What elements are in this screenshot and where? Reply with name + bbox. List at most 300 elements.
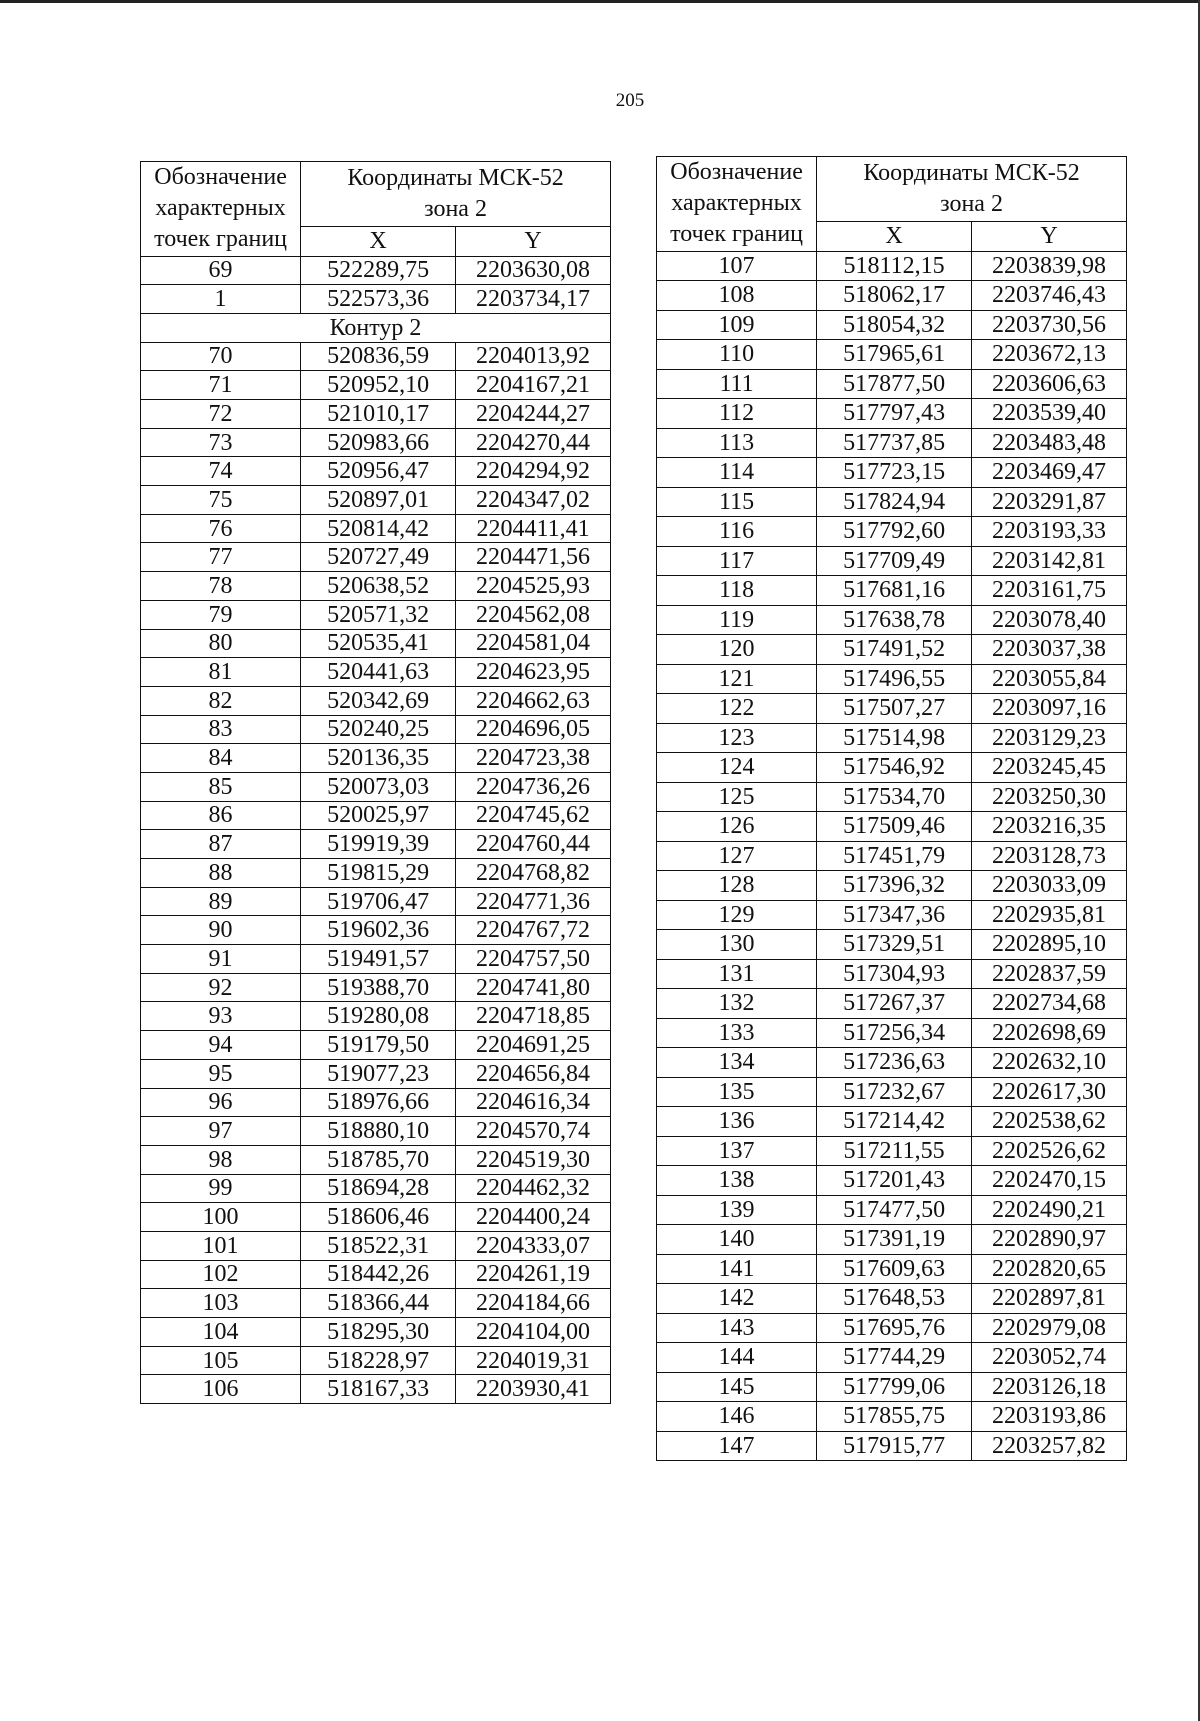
table-row: [657, 605, 1127, 635]
x-coordinate-cell: 517824,94: [817, 487, 972, 517]
point-number-cell: 72: [141, 400, 301, 429]
x-coordinate-cell: 517737,85: [817, 428, 972, 458]
table-row: [657, 1372, 1127, 1402]
point-number-cell: 131: [657, 959, 817, 989]
table-row: [141, 1059, 611, 1088]
table-row: [657, 281, 1127, 311]
point-number-cell: 87: [141, 830, 301, 859]
table-row: [657, 251, 1127, 281]
table-row: [141, 1231, 611, 1260]
x-coordinate-cell: 520952,10: [301, 371, 456, 400]
point-number-cell: 105: [141, 1346, 301, 1375]
x-coordinate-cell: 517723,15: [817, 458, 972, 488]
header-line: Координаты МСК-52: [863, 159, 1080, 186]
x-coordinate-cell: 517329,51: [817, 930, 972, 960]
x-coordinate-cell: 522289,75: [301, 256, 456, 285]
x-coordinate-cell: 518167,33: [301, 1375, 456, 1404]
contour-label: Контур 2: [141, 313, 611, 342]
point-number-cell: 123: [657, 723, 817, 753]
y-coordinate-cell: 2203126,18: [972, 1372, 1127, 1402]
table-row: [657, 1313, 1127, 1343]
point-number-cell: 71: [141, 371, 301, 400]
header-line: Обозначение: [670, 159, 803, 185]
table-row: [657, 546, 1127, 576]
x-coordinate-cell: 517304,93: [817, 959, 972, 989]
table-row: [141, 1002, 611, 1031]
point-number-cell: 90: [141, 916, 301, 945]
y-coordinate-cell: 2203930,41: [456, 1375, 611, 1404]
table-row: [141, 1289, 611, 1318]
point-number-cell: 101: [141, 1231, 301, 1260]
x-coordinate-cell: 522573,36: [301, 285, 456, 314]
point-number-cell: 104: [141, 1318, 301, 1347]
y-header: Y: [456, 227, 611, 256]
y-coordinate-cell: 2204757,50: [456, 945, 611, 974]
table-row: [657, 841, 1127, 871]
x-coordinate-cell: 519179,50: [301, 1031, 456, 1060]
point-number-cell: 130: [657, 930, 817, 960]
point-number-cell: 134: [657, 1048, 817, 1078]
y-coordinate-cell: 2202526,62: [972, 1136, 1127, 1166]
point-number-cell: 122: [657, 694, 817, 724]
table-row: [657, 1284, 1127, 1314]
y-coordinate-cell: 2202538,62: [972, 1107, 1127, 1137]
point-number-cell: 78: [141, 572, 301, 601]
y-coordinate-cell: 2204771,36: [456, 887, 611, 916]
point-number-cell: 119: [657, 605, 817, 635]
point-number-cell: 92: [141, 973, 301, 1002]
x-coordinate-cell: 517451,79: [817, 841, 972, 871]
point-number-cell: 120: [657, 635, 817, 665]
y-coordinate-cell: 2203291,87: [972, 487, 1127, 517]
y-coordinate-cell: 2204184,66: [456, 1289, 611, 1318]
x-coordinate-cell: 517915,77: [817, 1431, 972, 1461]
point-number-cell: 126: [657, 812, 817, 842]
point-number-cell: 76: [141, 514, 301, 543]
table-row: [141, 256, 611, 285]
point-number-cell: 111: [657, 369, 817, 399]
point-number-cell: 97: [141, 1117, 301, 1146]
y-coordinate-cell: 2204411,41: [456, 514, 611, 543]
y-coordinate-cell: 2203033,09: [972, 871, 1127, 901]
x-coordinate-cell: 520240,25: [301, 715, 456, 744]
table-row: [141, 600, 611, 629]
table-row: [657, 517, 1127, 547]
point-number-cell: 98: [141, 1145, 301, 1174]
y-coordinate-cell: 2202617,30: [972, 1077, 1127, 1107]
y-coordinate-cell: 2203539,40: [972, 399, 1127, 429]
table-row: [141, 973, 611, 1002]
point-number-cell: 79: [141, 600, 301, 629]
y-coordinate-cell: 2203746,43: [972, 281, 1127, 311]
y-coordinate-cell: 2203672,13: [972, 340, 1127, 370]
table-row: [657, 340, 1127, 370]
y-coordinate-cell: 2203128,73: [972, 841, 1127, 871]
point-number-cell: 144: [657, 1343, 817, 1373]
y-coordinate-cell: 2203839,98: [972, 251, 1127, 281]
x-coordinate-cell: 518228,97: [301, 1346, 456, 1375]
table-row: [141, 1260, 611, 1289]
table-row: [141, 1174, 611, 1203]
x-coordinate-cell: 520571,32: [301, 600, 456, 629]
x-coordinate-cell: 517709,49: [817, 546, 972, 576]
y-coordinate-cell: 2203142,81: [972, 546, 1127, 576]
x-coordinate-cell: 517477,50: [817, 1195, 972, 1225]
x-coordinate-cell: 520136,35: [301, 744, 456, 773]
point-number-cell: 143: [657, 1313, 817, 1343]
coordinates-table-right: [656, 156, 1127, 1461]
x-coordinate-cell: 518112,15: [817, 251, 972, 281]
x-coordinate-cell: 517201,43: [817, 1166, 972, 1196]
header-line: точек границ: [670, 221, 804, 248]
point-number-cell: 83: [141, 715, 301, 744]
coordinates-table-left: [140, 161, 611, 1404]
y-coordinate-cell: 2203129,23: [972, 723, 1127, 753]
x-coordinate-cell: 517391,19: [817, 1225, 972, 1255]
scan-border-top: [0, 0, 1200, 3]
point-number-cell: 132: [657, 989, 817, 1019]
point-number-cell: 125: [657, 782, 817, 812]
y-coordinate-cell: 2202734,68: [972, 989, 1127, 1019]
point-number-cell: 107: [657, 251, 817, 281]
x-coordinate-cell: 519815,29: [301, 859, 456, 888]
point-number-cell: 114: [657, 458, 817, 488]
table-row: [141, 1117, 611, 1146]
y-coordinate-cell: 2204718,85: [456, 1002, 611, 1031]
point-number-cell: 74: [141, 457, 301, 486]
x-coordinate-cell: 518054,32: [817, 310, 972, 340]
point-number-cell: 124: [657, 753, 817, 783]
table-row: [141, 514, 611, 543]
point-number-cell: 110: [657, 340, 817, 370]
y-coordinate-cell: 2204244,27: [456, 400, 611, 429]
table-row: [141, 945, 611, 974]
y-coordinate-cell: 2204294,92: [456, 457, 611, 486]
table-row: [657, 487, 1127, 517]
table-row: [141, 715, 611, 744]
table-row: [657, 1402, 1127, 1432]
x-header: X: [301, 227, 456, 256]
y-coordinate-cell: 2203734,17: [456, 285, 611, 314]
table-body: [657, 251, 1127, 1461]
y-coordinate-cell: 2203097,16: [972, 694, 1127, 724]
y-coordinate-cell: 2202935,81: [972, 900, 1127, 930]
point-number-cell: 146: [657, 1402, 817, 1432]
point-number-cell: 109: [657, 310, 817, 340]
table-row: [657, 664, 1127, 694]
table-row: [141, 744, 611, 773]
y-coordinate-cell: 2204019,31: [456, 1346, 611, 1375]
point-number-cell: 96: [141, 1088, 301, 1117]
table-row: [657, 1166, 1127, 1196]
y-coordinate-cell: 2203483,48: [972, 428, 1127, 458]
point-number-cell: 86: [141, 801, 301, 830]
y-coordinate-cell: 2203193,86: [972, 1402, 1127, 1432]
table-row: [141, 543, 611, 572]
point-number-cell: 140: [657, 1225, 817, 1255]
point-number-cell: 75: [141, 486, 301, 515]
x-coordinate-cell: 519706,47: [301, 887, 456, 916]
y-coordinate-cell: 2203630,08: [456, 256, 611, 285]
table-row: [657, 310, 1127, 340]
x-coordinate-cell: 517214,42: [817, 1107, 972, 1137]
x-coordinate-cell: 517609,63: [817, 1254, 972, 1284]
y-coordinate-cell: 2203078,40: [972, 605, 1127, 635]
point-designation-header: [141, 162, 301, 257]
point-number-cell: 127: [657, 841, 817, 871]
table-row: [141, 1203, 611, 1232]
point-number-cell: 80: [141, 629, 301, 658]
y-coordinate-cell: 2204662,63: [456, 686, 611, 715]
y-coordinate-cell: 2204623,95: [456, 658, 611, 687]
table-row: [657, 1048, 1127, 1078]
y-coordinate-cell: 2203193,33: [972, 517, 1127, 547]
x-coordinate-cell: 518606,46: [301, 1203, 456, 1232]
x-coordinate-cell: 517347,36: [817, 900, 972, 930]
table-row: [141, 1031, 611, 1060]
y-coordinate-cell: 2204562,08: [456, 600, 611, 629]
x-coordinate-cell: 520073,03: [301, 772, 456, 801]
table-row: [657, 1018, 1127, 1048]
x-coordinate-cell: 518785,70: [301, 1145, 456, 1174]
y-coordinate-cell: 2204519,30: [456, 1145, 611, 1174]
table-row: [657, 782, 1127, 812]
y-header: Y: [972, 221, 1127, 251]
x-coordinate-cell: 520342,69: [301, 686, 456, 715]
point-number-cell: 82: [141, 686, 301, 715]
x-coordinate-cell: 520983,66: [301, 428, 456, 457]
table-row: [141, 1318, 611, 1347]
x-coordinate-cell: 517256,34: [817, 1018, 972, 1048]
y-coordinate-cell: 2203037,38: [972, 635, 1127, 665]
point-number-cell: 94: [141, 1031, 301, 1060]
table-row: [141, 658, 611, 687]
x-coordinate-cell: 520535,41: [301, 629, 456, 658]
point-number-cell: 116: [657, 517, 817, 547]
table-row: [657, 458, 1127, 488]
x-coordinate-cell: 519491,57: [301, 945, 456, 974]
page-number: 205: [615, 90, 645, 111]
x-coordinate-cell: 520814,42: [301, 514, 456, 543]
x-coordinate-cell: 521010,17: [301, 400, 456, 429]
y-coordinate-cell: 2204261,19: [456, 1260, 611, 1289]
y-coordinate-cell: 2203055,84: [972, 664, 1127, 694]
point-number-cell: 128: [657, 871, 817, 901]
x-coordinate-cell: 518442,26: [301, 1260, 456, 1289]
y-coordinate-cell: 2203161,75: [972, 576, 1127, 606]
x-coordinate-cell: 518366,44: [301, 1289, 456, 1318]
y-coordinate-cell: 2202820,65: [972, 1254, 1127, 1284]
x-coordinate-cell: 520441,63: [301, 658, 456, 687]
point-number-cell: 142: [657, 1284, 817, 1314]
x-coordinate-cell: 517797,43: [817, 399, 972, 429]
table-row: [141, 801, 611, 830]
y-coordinate-cell: 2204745,62: [456, 801, 611, 830]
point-number-cell: 117: [657, 546, 817, 576]
y-coordinate-cell: 2204570,74: [456, 1117, 611, 1146]
x-coordinate-cell: 517496,55: [817, 664, 972, 694]
y-coordinate-cell: 2203216,35: [972, 812, 1127, 842]
point-number-cell: 77: [141, 543, 301, 572]
table-row: [141, 457, 611, 486]
x-coordinate-cell: 517855,75: [817, 1402, 972, 1432]
x-coordinate-cell: 517491,52: [817, 635, 972, 665]
x-coordinate-cell: 518694,28: [301, 1174, 456, 1203]
y-coordinate-cell: 2204741,80: [456, 973, 611, 1002]
y-coordinate-cell: 2204736,26: [456, 772, 611, 801]
x-coordinate-cell: 520025,97: [301, 801, 456, 830]
x-coordinate-cell: 519388,70: [301, 973, 456, 1002]
x-coordinate-cell: 520727,49: [301, 543, 456, 572]
y-coordinate-cell: 2203052,74: [972, 1343, 1127, 1373]
table-row: [141, 486, 611, 515]
y-coordinate-cell: 2202979,08: [972, 1313, 1127, 1343]
point-number-cell: 106: [141, 1375, 301, 1404]
x-coordinate-cell: 517514,98: [817, 723, 972, 753]
table-row: [141, 428, 611, 457]
table-row: [141, 772, 611, 801]
point-number-cell: 73: [141, 428, 301, 457]
header-line: характерных: [671, 190, 802, 217]
x-coordinate-cell: 519602,36: [301, 916, 456, 945]
coordinates-header: [301, 162, 611, 227]
y-coordinate-cell: 2204768,82: [456, 859, 611, 888]
table-row: [657, 694, 1127, 724]
table-row: [657, 1431, 1127, 1461]
x-coordinate-cell: 517877,50: [817, 369, 972, 399]
table-row: [657, 723, 1127, 753]
point-number-cell: 147: [657, 1431, 817, 1461]
point-number-cell: 89: [141, 887, 301, 916]
table-row: [141, 830, 611, 859]
y-coordinate-cell: 2204696,05: [456, 715, 611, 744]
point-number-cell: 108: [657, 281, 817, 311]
point-number-cell: 138: [657, 1166, 817, 1196]
x-coordinate-cell: 520836,59: [301, 342, 456, 371]
point-number-cell: 91: [141, 945, 301, 974]
table-body: [141, 342, 611, 1403]
y-coordinate-cell: 2204104,00: [456, 1318, 611, 1347]
x-coordinate-cell: 517695,76: [817, 1313, 972, 1343]
table-row: [657, 399, 1127, 429]
table-row: [657, 1107, 1127, 1137]
table-row: [657, 871, 1127, 901]
header-line: зона 2: [940, 190, 1003, 217]
point-number-cell: 103: [141, 1289, 301, 1318]
table-row: [657, 635, 1127, 665]
point-number-cell: 99: [141, 1174, 301, 1203]
x-coordinate-cell: 517638,78: [817, 605, 972, 635]
table-row: [141, 1375, 611, 1404]
y-coordinate-cell: 2204581,04: [456, 629, 611, 658]
point-number-cell: 69: [141, 256, 301, 285]
x-coordinate-cell: 517211,55: [817, 1136, 972, 1166]
x-coordinate-cell: 518976,66: [301, 1088, 456, 1117]
y-coordinate-cell: 2204656,84: [456, 1059, 611, 1088]
point-number-cell: 81: [141, 658, 301, 687]
table-row: [657, 989, 1127, 1019]
point-number-cell: 133: [657, 1018, 817, 1048]
point-number-cell: 1: [141, 285, 301, 314]
y-coordinate-cell: 2204723,38: [456, 744, 611, 773]
y-coordinate-cell: 2204525,93: [456, 572, 611, 601]
y-coordinate-cell: 2202490,21: [972, 1195, 1127, 1225]
table-row: [141, 572, 611, 601]
header-line: зона 2: [424, 196, 487, 223]
x-coordinate-cell: 520897,01: [301, 486, 456, 515]
y-coordinate-cell: 2204471,56: [456, 543, 611, 572]
header-line: характерных: [155, 195, 286, 222]
header-line: точек границ: [154, 226, 288, 253]
point-number-cell: 102: [141, 1260, 301, 1289]
point-number-cell: 93: [141, 1002, 301, 1031]
table-row: [657, 369, 1127, 399]
x-coordinate-cell: 517534,70: [817, 782, 972, 812]
x-coordinate-cell: 520638,52: [301, 572, 456, 601]
x-header: X: [817, 221, 972, 251]
x-coordinate-cell: 517236,63: [817, 1048, 972, 1078]
table-row: [657, 812, 1127, 842]
point-number-cell: 145: [657, 1372, 817, 1402]
point-number-cell: 129: [657, 900, 817, 930]
point-number-cell: 118: [657, 576, 817, 606]
x-coordinate-cell: 517792,60: [817, 517, 972, 547]
x-coordinate-cell: 517744,29: [817, 1343, 972, 1373]
table-row: [657, 1077, 1127, 1107]
coordinates-header: [817, 157, 1127, 222]
x-coordinate-cell: 517232,67: [817, 1077, 972, 1107]
contour-row: [141, 313, 611, 342]
x-coordinate-cell: 517507,27: [817, 694, 972, 724]
y-coordinate-cell: 2203245,45: [972, 753, 1127, 783]
y-coordinate-cell: 2204333,07: [456, 1231, 611, 1260]
y-coordinate-cell: 2202470,15: [972, 1166, 1127, 1196]
x-coordinate-cell: 517799,06: [817, 1372, 972, 1402]
table-row: [657, 753, 1127, 783]
header-line: Координаты МСК-52: [347, 164, 564, 191]
table-row: [657, 1343, 1127, 1373]
x-coordinate-cell: 517509,46: [817, 812, 972, 842]
y-coordinate-cell: 2203606,63: [972, 369, 1127, 399]
x-coordinate-cell: 518880,10: [301, 1117, 456, 1146]
table-row: [657, 1254, 1127, 1284]
point-number-cell: 141: [657, 1254, 817, 1284]
y-coordinate-cell: 2204400,24: [456, 1203, 611, 1232]
x-coordinate-cell: 517965,61: [817, 340, 972, 370]
x-coordinate-cell: 518522,31: [301, 1231, 456, 1260]
point-number-cell: 139: [657, 1195, 817, 1225]
x-coordinate-cell: 518295,30: [301, 1318, 456, 1347]
table-row: [141, 686, 611, 715]
point-number-cell: 112: [657, 399, 817, 429]
table-row: [657, 1136, 1127, 1166]
y-coordinate-cell: 2203257,82: [972, 1431, 1127, 1461]
point-number-cell: 121: [657, 664, 817, 694]
x-coordinate-cell: 517267,37: [817, 989, 972, 1019]
table-row: [657, 1225, 1127, 1255]
y-coordinate-cell: 2203469,47: [972, 458, 1127, 488]
point-designation-header: [657, 157, 817, 252]
table-row: [141, 285, 611, 314]
point-number-cell: 113: [657, 428, 817, 458]
y-coordinate-cell: 2204013,92: [456, 342, 611, 371]
y-coordinate-cell: 2202895,10: [972, 930, 1127, 960]
x-coordinate-cell: 517546,92: [817, 753, 972, 783]
contour-section: [141, 313, 611, 342]
point-number-cell: 88: [141, 859, 301, 888]
x-coordinate-cell: 519919,39: [301, 830, 456, 859]
table-row: [657, 428, 1127, 458]
